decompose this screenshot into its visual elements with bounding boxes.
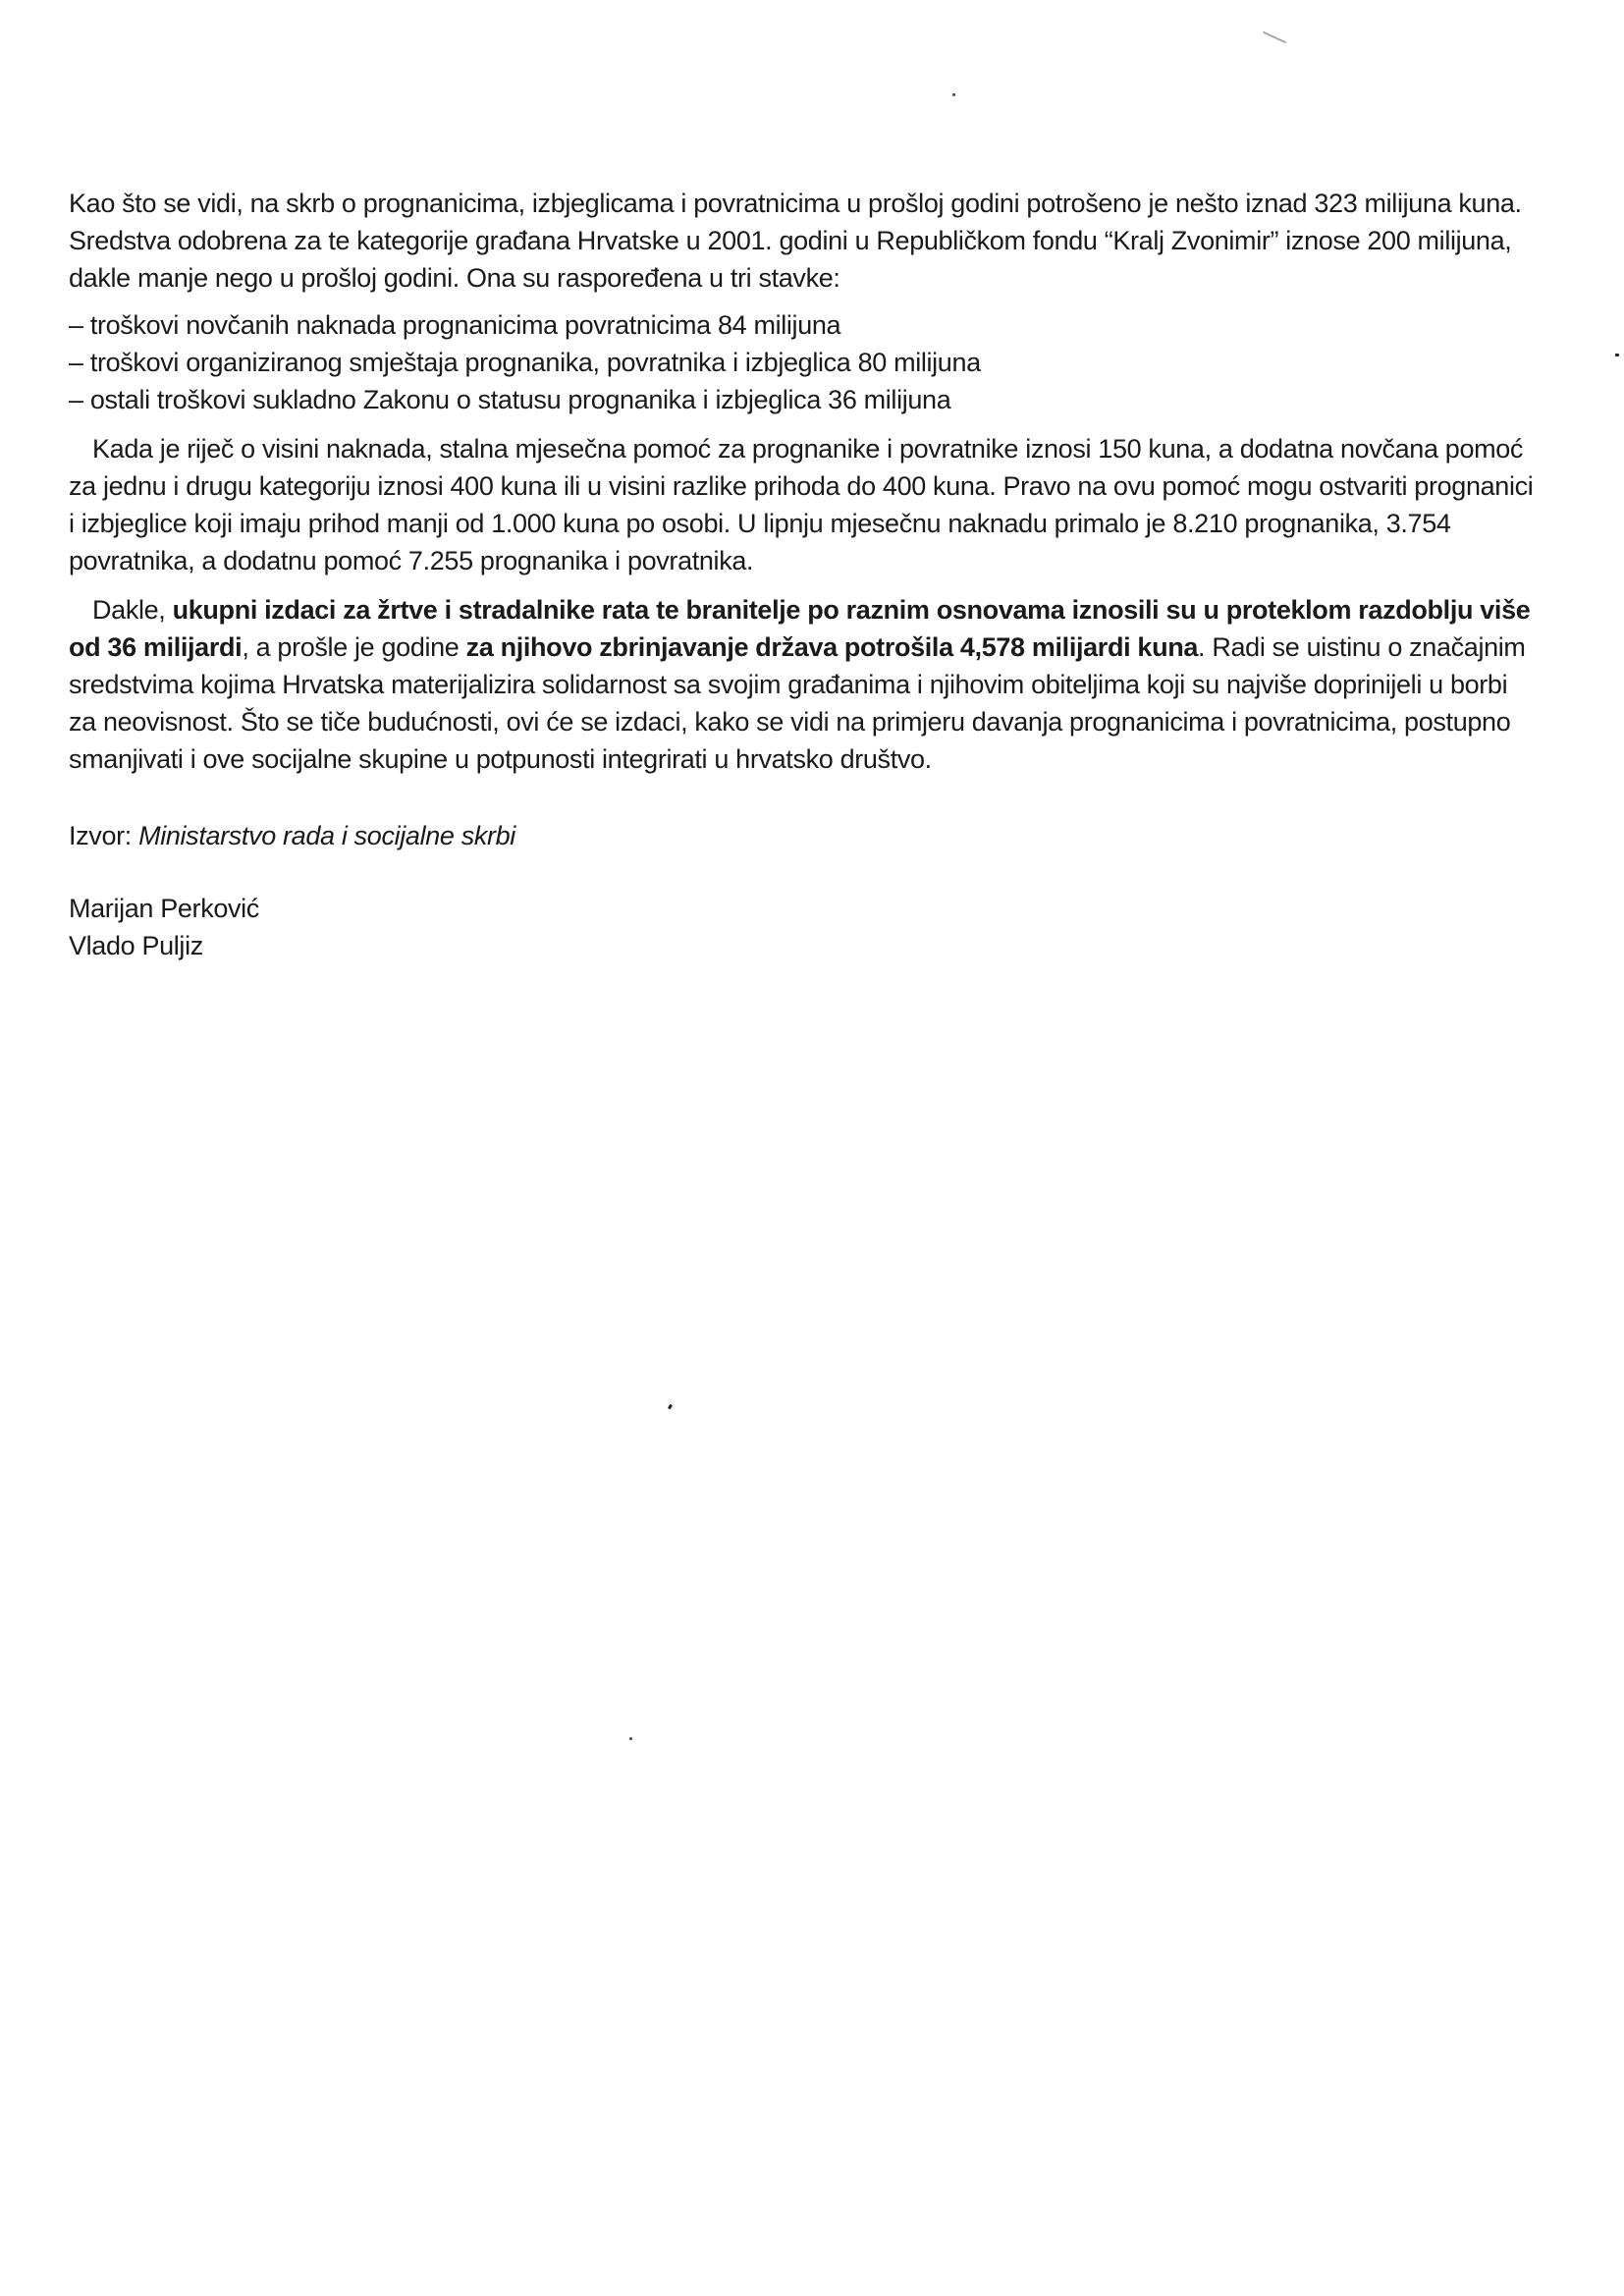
paragraph-conclusion xyxy=(69,591,1542,778)
scan-artifact xyxy=(952,93,955,96)
conclusion-lead: Dakle, xyxy=(92,595,173,625)
expense-item-accommodation: – troškovi organiziranog smještaja prognanika, povratnika i izbjeglica 80 milijuna xyxy=(69,348,981,377)
author-name: Vlado Puljiz xyxy=(69,931,203,960)
source-label: Izvor: xyxy=(69,821,139,850)
paragraph-benefit-amounts: Kada je riječ o visini naknada, stalna mjesečna pomoć za prognanike i povratnike iznosi 150 kuna, a dodatna novčana pomoć za jednu i drugu kategoriju iznosi 400 kuna ili u visini razlike prihoda do 400 kuna. Pravo na ovu pomoć mogu ostvariti prognanici i izbjeglice koji imaju prihod manji od 1.000 kuna po osobi. U lipnju mjesečnu naknadu primalo je 8.210 prognanika, 3.754 povratnika, a dodatnu pomoć 7.255 prognanika i povratnika. xyxy=(69,434,1534,575)
conclusion-mid: , a prošle je godine xyxy=(242,632,466,662)
paragraph-expenses-overview: Kao što se vidi, na skrb o prognanicima, izbjeglicama i povratnicima u prošloj godini potrošeno je nešto iznad 323 milijuna kuna. Sredstva odobrena za te kategorije građana Hrvatske u 2001. godini u Republičkom fondu “Kralj Zvonimir” iznose 200 milijuna, dakle manje nego u prošloj godini. Ona su raspoređena u tri stavke: xyxy=(69,189,1522,293)
conclusion-highlight-total: ukupni izdaci za žrtve i stradalnike rata te branitelje po raznim osnovama iznosili su u proteklom razdoblju više od 36 milijardi xyxy=(69,595,1531,662)
scan-artifact xyxy=(668,1404,673,1410)
authors-block xyxy=(69,890,1542,964)
document-page xyxy=(69,185,1542,964)
expense-item-other-costs: – ostali troškovi sukladno Zakonu o statusu prognanika i izbjeglica 36 milijuna xyxy=(69,385,951,414)
author-name: Marijan Perković xyxy=(69,894,259,923)
source-line xyxy=(69,817,1542,854)
expense-item-cash-benefits: – troškovi novčanih naknada prognanicima povratnicima 84 milijuna xyxy=(69,310,841,340)
scan-artifact xyxy=(1615,354,1619,356)
source-value: Ministarstvo rada i socijalne skrbi xyxy=(138,821,515,850)
scan-artifact xyxy=(629,1737,632,1740)
conclusion-tail: . Radi se uistinu o značajnim sredstvima kojima Hrvatska materijalizira solidarnost sa svojim građanima i njihovim obiteljima koji su najviše doprinijeli u borbi za neovisnost. Što se tiče budućnosti, ovi će se izdaci, kako se vidi na primjeru davanja prognanicima i povratnicima, postupno smanjivati i ove socijalne skupine u potpunosti integrirati u hrvatsko društvo. xyxy=(69,632,1526,774)
scan-artifact xyxy=(1263,31,1286,44)
conclusion-highlight-last-year: za njihovo zbrinjavanje država potrošila 4,578 milijardi kuna xyxy=(465,632,1199,662)
expense-items-list xyxy=(69,306,1542,418)
